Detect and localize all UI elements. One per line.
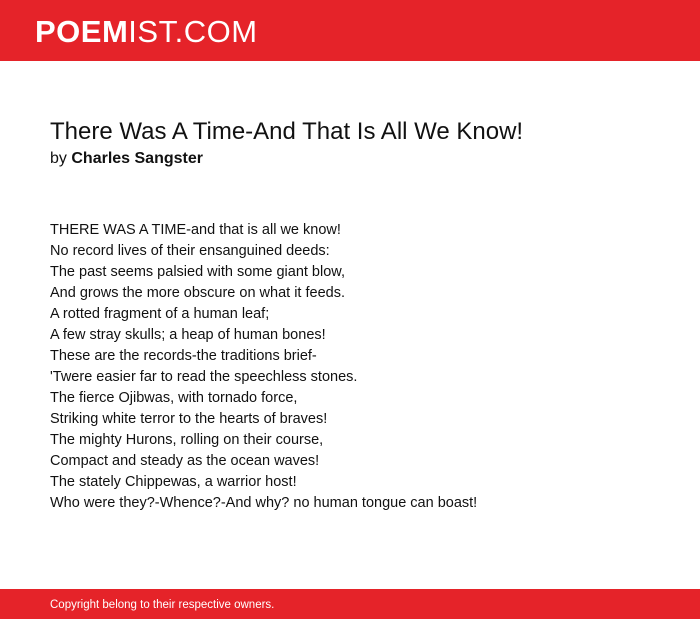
poem-title: There Was A Time-And That Is All We Know! [50, 118, 524, 145]
poem-author: Charles Sangster [71, 150, 203, 167]
poem-line: A few stray skulls; a heap of human bones! [50, 327, 326, 343]
poem-byline [50, 148, 670, 170]
poem-line: No record lives of their ensanguined deeds: [50, 243, 330, 259]
poem-line: And grows the more obscure on what it feeds. [50, 285, 345, 301]
poem-line: The stately Chippewas, a warrior host! [50, 474, 297, 490]
poem-line: Striking white terror to the hearts of braves! [50, 411, 328, 427]
poem-body [50, 220, 670, 514]
poem-line: The mighty Hurons, rolling on their course, [50, 432, 324, 448]
poem-line: These are the records-the traditions brief- [50, 348, 317, 364]
poem-content [50, 116, 670, 514]
poem-line: Who were they?-Whence?-And why? no human tongue can boast! [50, 495, 478, 511]
poem-line: A rotted fragment of a human leaf; [50, 306, 270, 322]
copyright-notice: Copyright belong to their respective owners. [50, 599, 275, 611]
site-footer [0, 589, 700, 619]
logo-wordmark-light: IST.COM [128, 13, 258, 49]
site-logo[interactable] [17, 10, 258, 52]
site-header [0, 0, 700, 61]
poem-line: Compact and steady as the ocean waves! [50, 453, 320, 469]
logo-wordmark [35, 13, 258, 49]
poem-line: The past seems palsied with some giant blow, [50, 264, 345, 280]
poem-line: THERE WAS A TIME-and that is all we know! [50, 222, 341, 238]
byline-label: by [50, 150, 67, 167]
logo-wordmark-bold: POEM [35, 13, 129, 49]
poem-line: The fierce Ojibwas, with tornado force, [50, 390, 298, 406]
poem-line: 'Twere easier far to read the speechless stones. [50, 369, 358, 385]
